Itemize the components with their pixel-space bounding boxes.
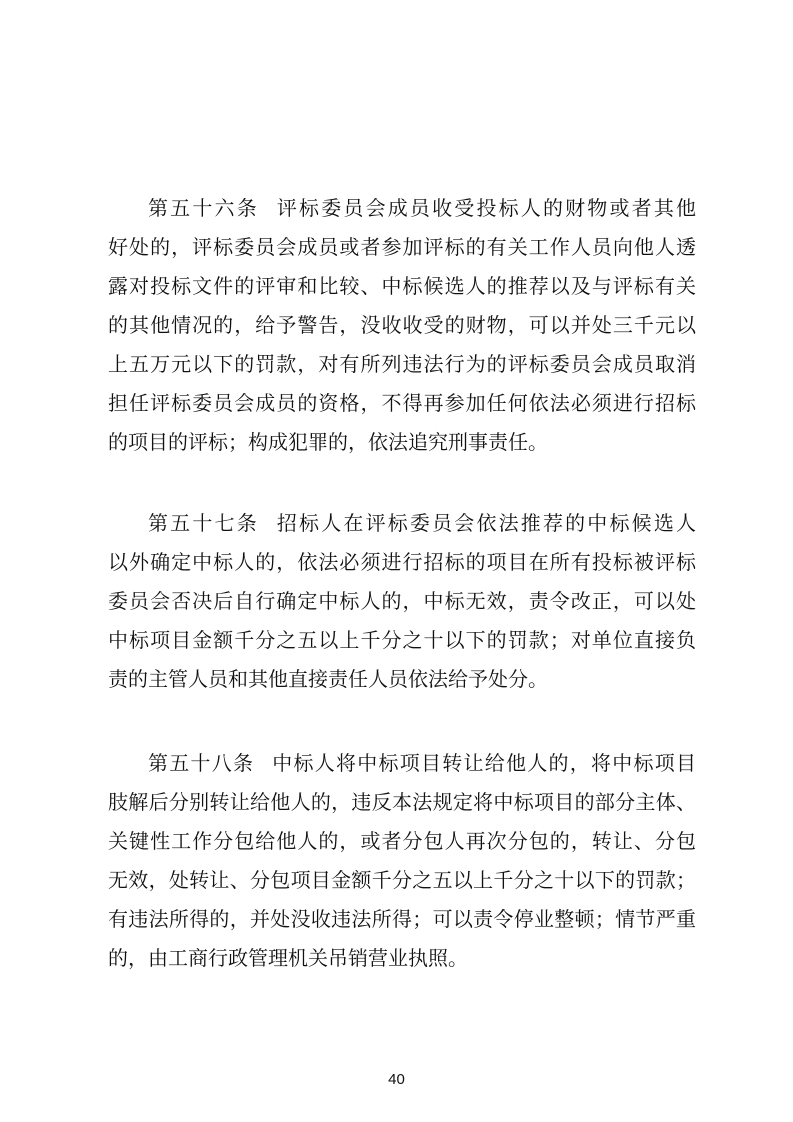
article-line: 第五十八条 中标人将中标项目转让给他人的，将中标项目	[148, 751, 696, 775]
article-line: 委员会否决后自行确定中标人的，中标无效，责令改正，可以处	[108, 589, 696, 613]
article-line: 责的主管人员和其他直接责任人员依法给予处分。	[108, 667, 548, 691]
article-56	[108, 189, 696, 462]
article-line: 关键性工作分包给他人的，或者分包人再次分包的，转让、分包	[108, 829, 696, 853]
article-line: 第五十七条 招标人在评标委员会依法推荐的中标候选人	[148, 511, 697, 535]
article-line: 的项目的评标；构成犯罪的，依法追究刑事责任。	[108, 430, 548, 454]
article-line: 的其他情况的，给予警告，没收收受的财物，可以并处三千元以	[108, 313, 696, 337]
article-line: 有违法所得的，并处没收违法所得；可以责令停业整顿；情节严重	[108, 907, 696, 931]
page-number: 40	[388, 1071, 405, 1088]
article-line: 担任评标委员会成员的资格，不得再参加任何依法必须进行招标	[108, 391, 696, 415]
article-number: 第五十八条	[148, 751, 255, 775]
article-number: 第五十七条	[148, 511, 259, 535]
article-line: 以外确定中标人的，依法必须进行招标的项目在所有投标被评标	[108, 550, 696, 574]
article-line: 上五万元以下的罚款，对有所列违法行为的评标委员会成员取消	[108, 352, 696, 376]
article-line: 第五十六条 评标委员会成员收受投标人的财物或者其他	[148, 196, 697, 220]
article-line: 的，由工商行政管理机关吊销营业执照。	[108, 946, 468, 970]
article-58	[108, 744, 696, 978]
article-line: 肢解后分别转让给他人的，违反本法规定将中标项目的部分主体、	[108, 790, 696, 814]
article-line: 中标项目金额千分之五以上千分之十以下的罚款；对单位直接负	[108, 628, 696, 652]
article-line: 好处的，评标委员会成员或者参加评标的有关工作人员向他人透	[108, 235, 696, 259]
article-line: 无效，处转让、分包项目金额千分之五以上千分之十以下的罚款；	[108, 868, 696, 892]
article-57	[108, 504, 696, 699]
article-line: 露对投标文件的评审和比较、中标候选人的推荐以及与评标有关	[108, 274, 696, 298]
article-number: 第五十六条	[148, 196, 259, 220]
